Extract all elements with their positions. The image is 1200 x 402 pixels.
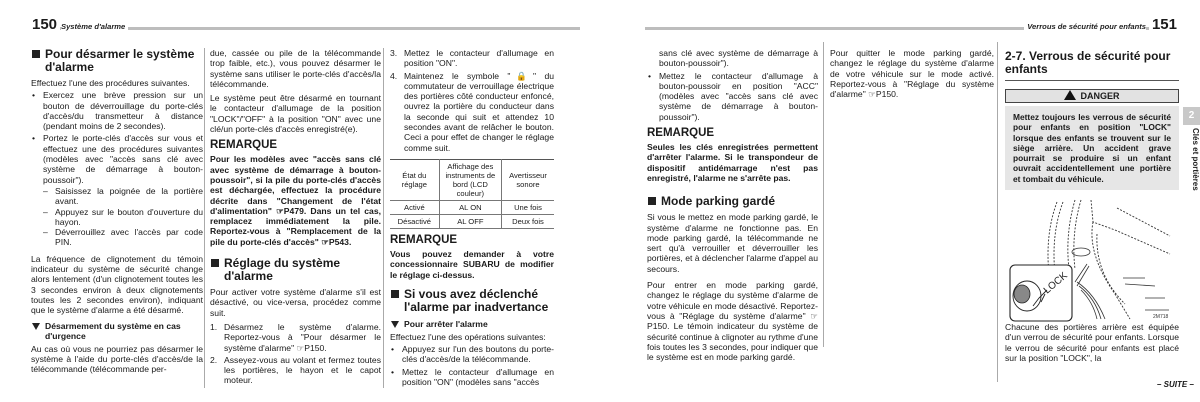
column-header: État du réglage <box>390 159 439 200</box>
paragraph: due, cassée ou pile de la télécommande trop faible, etc.), vous pouvez désarmer le système sans utiliser le porte-clés d'accès/la télécommande. <box>210 48 381 89</box>
square-bullet-icon <box>32 50 40 58</box>
section-title: 2-7. Verrous de sécurité pour enfants <box>1005 50 1179 81</box>
table-row <box>390 214 554 228</box>
intro-text: Pour activer votre système d'alarme s'il est désactivé, ou vice-versa, procédez comme suit. <box>210 287 381 318</box>
continued-footer: – SUITE – <box>1157 380 1194 389</box>
right-col-1 <box>647 48 818 366</box>
header-title: Système d'alarme <box>61 22 128 32</box>
section-heading: Mode parking gardé <box>647 195 818 208</box>
table-cell: Une fois <box>502 200 555 214</box>
bullet-list <box>647 71 818 122</box>
header-title: Verrous de sécurité pour enfants <box>1024 22 1146 32</box>
paragraph: Chacune des portières arrière est équipée d'un verrou de sécurité pour enfants. Lorsque le verrou de sécurité pour enfants est placé sur la position "LOCK", la <box>1005 322 1179 363</box>
door-lock-diagram-icon <box>1005 194 1179 322</box>
list-item: • Exercez une brève pression sur un bouton de déverrouillage du porte-clés d'accès/du transmetteur à distance (pendant moins de 2 secondes). <box>31 90 203 131</box>
left-page <box>0 0 580 402</box>
remarque-text: Pour les modèles avec "accès sans clé avec système de démarrage à bouton-poussoir", si la pile du porte-clés d'accès est déchargée, effectuez la procédure décrite dans "Changement de l'état d'alimentation" ☞P479. Dans un tel cas, remplacez immédiatement la pile. Reportez-vous à "Remplacement de la pile du porte-clés d'accès" ☞P543. <box>210 154 381 247</box>
list-item: 4. Maintenez le symbole "🔒" du commutateur de verrouillage électrique des portières côté conducteur enfoncé, ouvrez la portière du conducteur dans la seconde qui suit et attendez 10 secondes avant de relâcher le bouton. Ceci a pour effet de changer le réglage comme suit. <box>390 70 554 153</box>
square-bullet-icon <box>648 197 656 205</box>
column-divider <box>204 48 205 388</box>
danger-text: Mettez toujours les verrous de sécurité pour enfants en position "LOCK" lorsque des enfants se trouvent sur le siège arrière. Un accident grave pourrait se produire si un enfant ouvrait accidentellement une portière et tombait du véhicule. <box>1005 106 1179 190</box>
list-item: • Mettez le contacteur d'allumage en position "ON" (modèles sans "accès <box>390 367 554 388</box>
remarque-text: Vous pouvez demander à votre concessionnaire SUBARU de modifier le réglage ci-dessus. <box>390 248 554 280</box>
dash-list <box>43 186 203 248</box>
page-number: 151 <box>1149 17 1177 33</box>
column-header: Affichage des instruments de bord (LCD couleur) <box>439 159 501 200</box>
step-list <box>210 322 381 386</box>
table-cell: Activé <box>390 200 439 214</box>
right-col-2 <box>830 48 994 103</box>
page-number: 150 <box>32 17 60 33</box>
left-col-3 <box>390 48 554 391</box>
remarque-title: REMARQUE <box>390 233 458 246</box>
list-item: • Portez le porte-clés d'accès sur vous et effectuez une des procédures suivantes (modèles avec "accès sans clé avec système de démarrage à bouton-poussoir"). – Saisissez la poignée de la portière avant. – Appuyez sur le bouton d'ouverture du hayon. – Déverrouillez avec l'accès par code PIN. <box>31 133 203 247</box>
child-lock-illustration <box>1005 194 1179 322</box>
list-item: • Appuyez sur l'un des boutons du porte-clés d'accès/de la télécommande. <box>390 344 554 365</box>
paragraph: Pour quitter le mode parking gardé, changez le réglage du système d'alarme de votre véhicule sur le mode activé. Reportez-vous à "Réglage du système d'alarme" ☞P150. <box>830 48 994 100</box>
remarque-title: REMARQUE <box>647 127 715 140</box>
chapter-tab[interactable]: 2 <box>1183 107 1200 125</box>
list-item: • Mettez le contacteur d'allumage à bouton-poussoir en position "ACC" (modèles avec "accès sans clé avec système de démarrage à bouton-poussoir"). <box>647 71 818 122</box>
warning-triangle-icon <box>1064 90 1076 100</box>
square-bullet-icon <box>391 290 399 298</box>
subheading: Désarmement du système en cas d'urgence <box>31 321 203 341</box>
left-page-header <box>32 16 580 36</box>
list-item: 3. Mettez le contacteur d'allumage en position "ON". <box>390 48 554 69</box>
section-heading: Si vous avez déclenché l'alarme par inadvertance <box>390 288 554 314</box>
triangle-bullet-icon <box>391 321 399 328</box>
table-cell: Désactivé <box>390 214 439 228</box>
settings-table <box>390 159 554 229</box>
svg-text:2M718: 2M718 <box>1153 314 1169 321</box>
column-header: Avertisseur sonore <box>502 159 555 200</box>
paragraph: Si vous le mettez en mode parking gardé, le système d'alarme ne fonctionne pas. En mode parking gardé, la télécommande ne sert qu'à verrouiller et déverrouiller les portières, et à déclencher l'alarme d'appel au secours. <box>647 212 818 274</box>
paragraph: Le système peut être désarmé en tournant le contacteur d'allumage de la position "LOCK"/"OFF" à la position "ON" avec une clé/un porte-clés d'accès enregistré(e). <box>210 93 381 135</box>
column-divider <box>383 48 384 388</box>
paragraph: La fréquence de clignotement du témoin indicateur du système de sécurité change alors lentement (d'un clignotement toutes les 3 secondes environ à deux clignotements toutes les 2 secondes environ), indiquant que le système d'alarme a été désarmé. <box>31 253 203 316</box>
svg-text:LOCK: LOCK <box>1041 270 1070 297</box>
column-divider <box>823 42 824 347</box>
subheading: Pour arrêter l'alarme <box>390 319 554 329</box>
step-list <box>390 48 554 153</box>
paragraph: sans clé avec système de démarrage à bouton-poussoir"). <box>659 48 818 69</box>
list-item: – Déverrouillez avec l'accès par code PIN. <box>43 227 203 248</box>
bullet-list <box>390 344 554 387</box>
paragraph: Pour entrer en mode parking gardé, changez le réglage du système d'alarme de votre véhicule en mode désactivé. Reportez-vous à "Réglage du système d'alarme" ☞P150. Le témoin indicateur du système de sécurité continue à clignoter au rythme d'une fois toutes les 3 secondes, pour indiquer que le système est en mode parking gardé. <box>647 280 818 363</box>
danger-banner: DANGER <box>1005 89 1179 103</box>
table-header-row <box>390 159 554 200</box>
remarque-text: Seules les clés enregistrées permettent d'arrêter l'alarme. Si le transpondeur de dispositif antidémarrage n'est pas enregistré, l'alarme ne s'arrête pas. <box>647 142 818 183</box>
chapter-tab-label: Clés et portières <box>1191 128 1200 191</box>
section-heading: Réglage du système d'alarme <box>210 257 381 283</box>
paragraph: Au cas où vous ne pourriez pas désarmer le système à l'aide du porte-clés d'accès/de la télécommande (télécommande per- <box>31 343 203 375</box>
list-item: 2. Asseyez-vous au volant et fermez toutes les portières, le hayon et le capot moteur. <box>210 354 381 386</box>
intro-text: Effectuez l'une des procédures suivantes. <box>31 78 190 88</box>
list-item: – Appuyez sur le bouton d'ouverture du hayon. <box>43 207 203 228</box>
bullet-list <box>31 90 203 247</box>
triangle-bullet-icon <box>32 323 40 330</box>
right-page <box>640 0 1200 402</box>
left-col-1 <box>31 48 203 378</box>
table-row <box>390 200 554 214</box>
list-item: – Saisissez la poignée de la portière avant. <box>43 186 203 207</box>
list-item: 1. Désarmez le système d'alarme. Reportez-vous à "Pour désarmer le système d'alarme" ☞P150. <box>210 321 381 353</box>
right-col-3 <box>1005 50 1179 367</box>
square-bullet-icon <box>211 259 219 267</box>
section-heading: Pour désarmer le système d'alarme <box>31 48 203 74</box>
right-page-header <box>645 16 1177 36</box>
intro-text: Effectuez l'une des opérations suivantes: <box>390 331 546 342</box>
table-cell: AL OFF <box>439 214 501 228</box>
column-divider <box>997 42 998 382</box>
table-cell: Deux fois <box>502 214 555 228</box>
table-cell: AL ON <box>439 200 501 214</box>
remarque-title: REMARQUE <box>210 139 278 152</box>
left-col-2 <box>210 48 381 390</box>
